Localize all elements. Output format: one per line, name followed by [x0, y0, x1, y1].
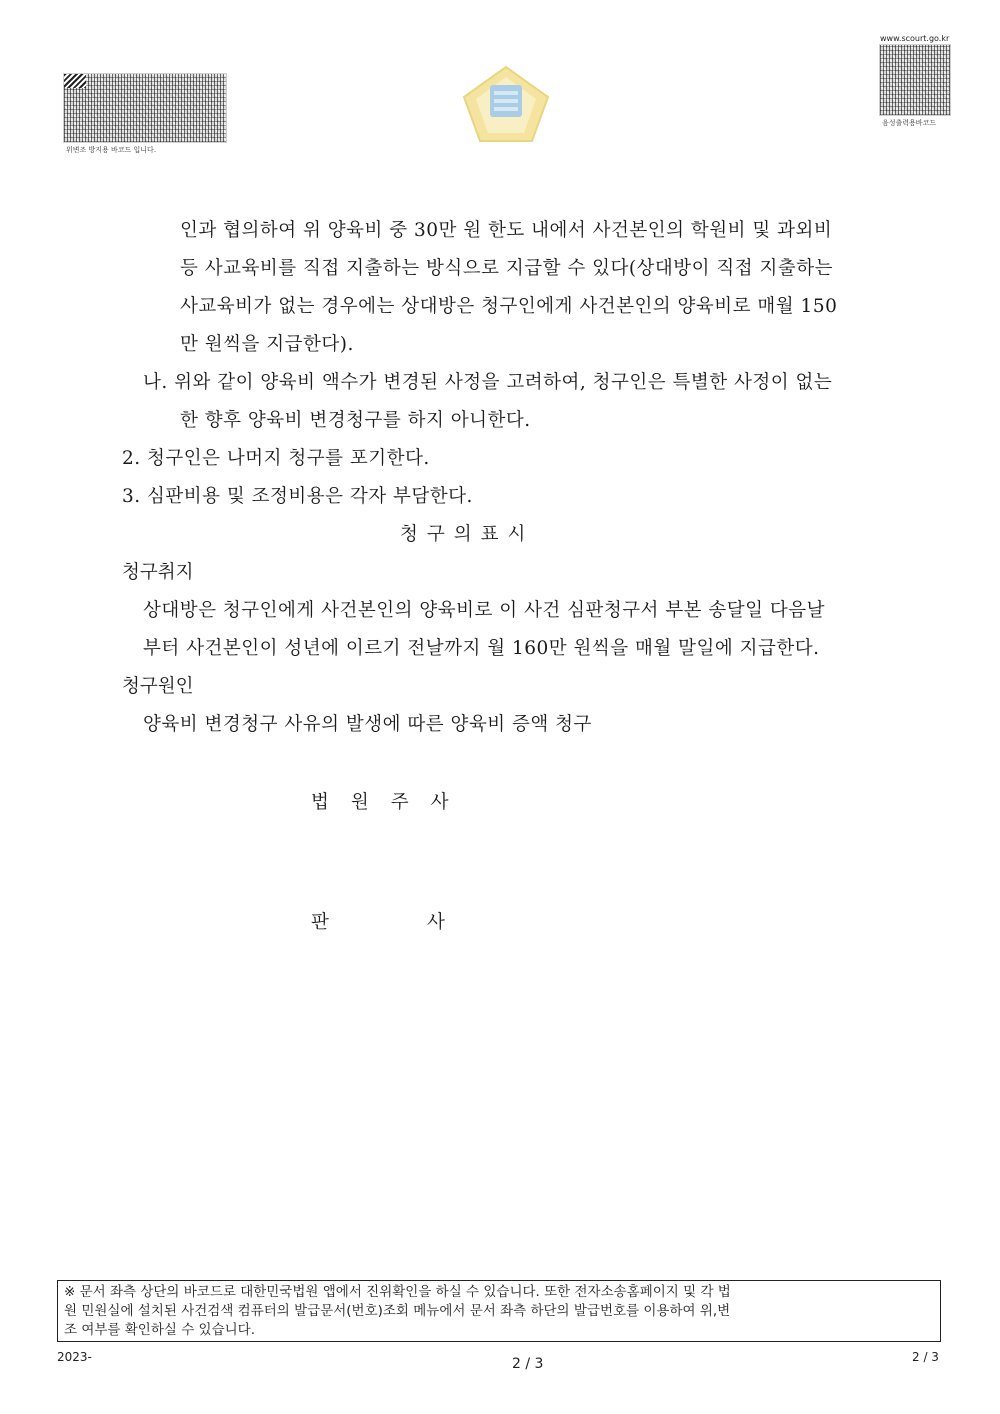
item-2: 2. 청구인은 나머지 청구를 포기한다. — [122, 448, 430, 469]
continued-line-2: 등 사교육비를 직접 지출하는 방식으로 지급할 수 있다(상대방이 직접 지출하는 — [180, 258, 834, 279]
court-website-url: www.scourt.go.kr — [880, 34, 950, 43]
court-clerk-title: 법원주사 — [311, 792, 471, 813]
notice-line-1: ※ 문서 좌측 상단의 바코드로 대한민국법원 앱에서 진위확인을 하실 수 있습니다. 또한 전자소송홈페이지 및 각 법 — [64, 1284, 731, 1300]
page-number-center: 2 / 3 — [512, 1356, 544, 1372]
judge-title-first: 판 — [311, 912, 329, 933]
purpose-line-2: 부터 사건본인이 성년에 이르기 전날까지 월 160만 원씩을 매월 말일에 지급한다. — [143, 638, 820, 659]
notice-line-2: 원 민원실에 설치된 사건검색 컴퓨터의 발급문서(번호)조회 메뉴에서 문서 좌측 하단의 발급번호를 이용하여 위,변 — [64, 1303, 731, 1319]
anti-forgery-barcode — [63, 73, 227, 143]
purpose-heading: 청구취지 — [122, 562, 194, 583]
item-3: 3. 심판비용 및 조정비용은 각자 부담한다. — [122, 486, 473, 507]
issue-number: 2023- — [57, 1350, 92, 1364]
continued-line-4: 만 원씩을 지급한다). — [180, 334, 354, 355]
continued-line-1: 인과 협의하여 위 양육비 중 30만 원 한도 내에서 사건본인의 학원비 및 과외비 — [180, 220, 833, 241]
barcode-corner-mark — [64, 74, 86, 88]
anti-forgery-barcode-caption: 위변조 방지용 바코드 입니다. — [66, 146, 157, 154]
page-number-right: 2 / 3 — [912, 1350, 939, 1364]
continued-line-3: 사교육비가 없는 경우에는 상대방은 청구인에게 사건본인의 양육비로 매월 150 — [180, 296, 838, 317]
cause-heading: 청구원인 — [122, 676, 194, 697]
court-emblem-icon — [460, 63, 552, 145]
voice-output-barcode-caption: 음성출력용바코드 — [882, 119, 937, 127]
item-na-line-2: 한 향후 양육비 변경청구를 하지 아니한다. — [180, 410, 531, 431]
item-na-line-1: 나. 위와 같이 양육비 액수가 변경된 사정을 고려하여, 청구인은 특별한 사정이 없는 — [143, 372, 833, 393]
cause-line: 양육비 변경청구 사유의 발생에 따른 양육비 증액 청구 — [143, 714, 592, 735]
judge-title-second: 사 — [427, 912, 445, 933]
verification-notice-box — [57, 1280, 941, 1342]
claim-heading: 청구의표시 — [400, 524, 535, 545]
purpose-line-1: 상대방은 청구인에게 사건본인의 양육비로 이 사건 심판청구서 부본 송달일 다음날 — [143, 600, 826, 621]
voice-output-barcode — [879, 44, 951, 116]
notice-line-3: 조 여부를 확인하실 수 있습니다. — [64, 1322, 255, 1338]
